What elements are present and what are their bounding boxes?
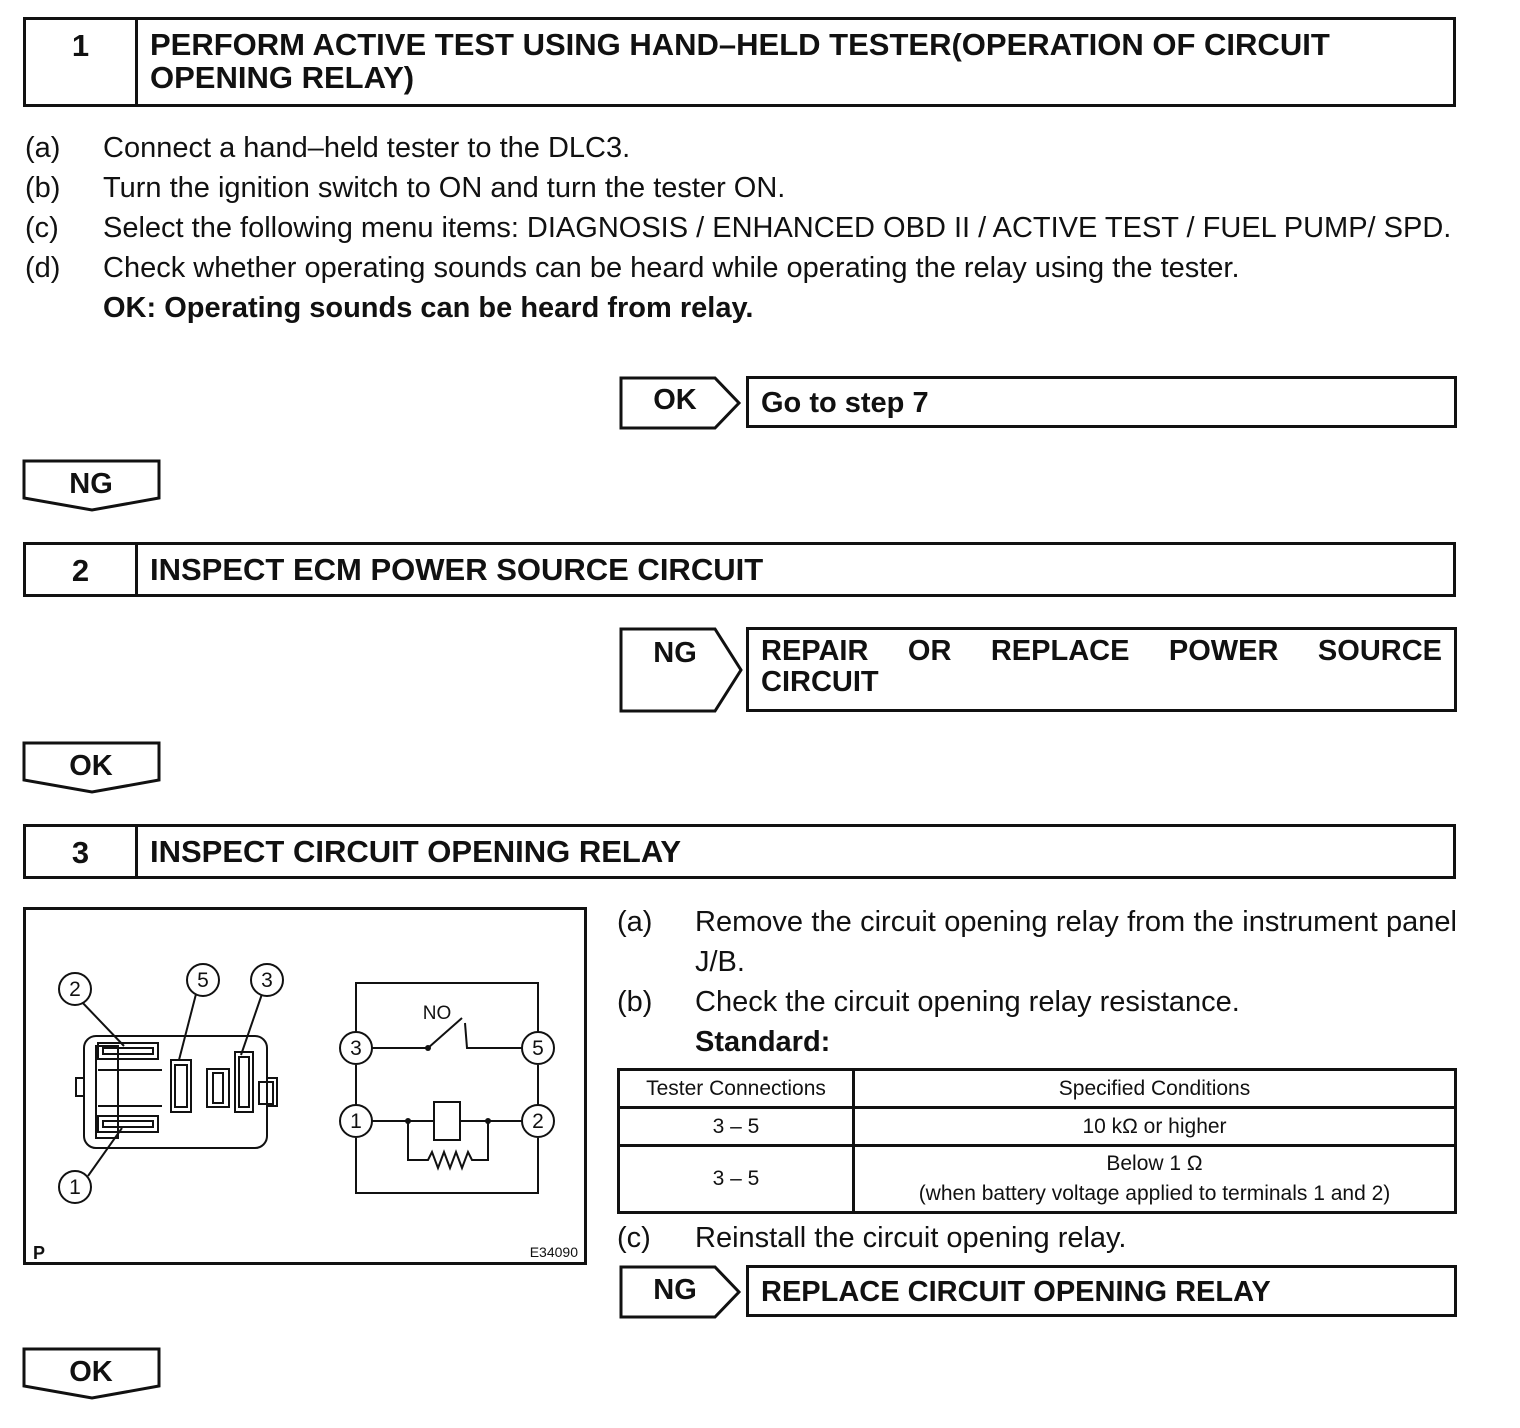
standard-label: Standard: — [695, 1026, 831, 1058]
column-header: Specified Conditions — [854, 1070, 1456, 1108]
ok-tag-label: OK — [653, 384, 697, 416]
junction-dot — [425, 1045, 431, 1051]
ok-tag-label: OK — [69, 1356, 113, 1388]
list-item: (b) Turn the ignition switch to ON and turn the tester ON. — [25, 172, 786, 204]
list-item: (d) Check whether operating sounds can be heard while operating the relay using the tester. — [25, 252, 1240, 284]
replace-relay-box[interactable]: REPLACE CIRCUIT OPENING RELAY — [746, 1265, 1457, 1317]
ok-tag-label: OK — [69, 750, 113, 782]
terminal-label: 5 — [197, 969, 209, 992]
schematic-terminal-label: 2 — [532, 1110, 544, 1133]
list-item: (a) Remove the circuit opening relay from the instrument panel J/B. — [617, 906, 1457, 978]
figure-code: E34090 — [529, 1244, 578, 1260]
step-title: INSPECT CIRCUIT OPENING RELAY — [150, 834, 682, 869]
step-3-instructions — [617, 902, 1457, 1062]
step-number: 2 — [26, 545, 138, 594]
table-header-row — [619, 1070, 1456, 1108]
table-row — [619, 1146, 1456, 1213]
step-number: 3 — [26, 827, 138, 876]
ng-tag-label: NG — [69, 468, 113, 500]
step-1-header — [23, 17, 1456, 107]
schematic-terminal-label: 3 — [350, 1037, 362, 1060]
repair-power-source-box[interactable]: REPAIR OR REPLACE POWER SOURCE CIRCUIT — [746, 627, 1457, 712]
relay-diagram — [26, 910, 584, 1262]
terminal-label: 3 — [261, 969, 273, 992]
step-1-instructions — [25, 128, 1457, 328]
table-cell: 3 – 5 — [619, 1146, 854, 1213]
relay-figure — [23, 907, 587, 1265]
table-cell: Below 1 Ω (when battery voltage applied to terminals 1 and 2) — [854, 1146, 1456, 1213]
schematic-terminal-label: 5 — [532, 1037, 544, 1060]
step-number: 1 — [26, 20, 138, 104]
go-to-step-7-box[interactable]: Go to step 7 — [746, 376, 1457, 428]
figure-corner-label: P — [33, 1243, 46, 1262]
ng-tag-label: NG — [653, 1274, 697, 1306]
table-cell: 10 kΩ or higher — [854, 1108, 1456, 1146]
resistance-spec-table — [617, 1068, 1457, 1214]
ok-criteria: OK: Operating sounds can be heard from relay. — [103, 292, 754, 324]
table-row — [619, 1108, 1456, 1146]
list-item: (a) Connect a hand–held tester to the DLC3. — [25, 132, 631, 164]
list-item: (c) Select the following menu items: DIAGNOSIS / ENHANCED OBD II / ACTIVE TEST / FUEL PUMP/ SPD. — [25, 212, 1452, 244]
column-header: Tester Connections — [619, 1070, 854, 1108]
step-2-header — [23, 542, 1456, 597]
terminal-label: 2 — [69, 978, 81, 1001]
switch-label: NO — [422, 1003, 452, 1024]
step-3-header — [23, 824, 1456, 879]
list-item: (b) Check the circuit opening relay resistance. — [617, 986, 1240, 1018]
ng-tag-label: NG — [653, 637, 697, 669]
terminal-label: 1 — [69, 1176, 81, 1199]
step-title: PERFORM ACTIVE TEST USING HAND–HELD TESTER(OPERATION OF CIRCUIT OPENING RELAY) — [150, 27, 1330, 95]
junction-dot — [485, 1118, 491, 1124]
schematic-terminal-label: 1 — [350, 1110, 362, 1133]
step-title: INSPECT ECM POWER SOURCE CIRCUIT — [150, 552, 764, 587]
table-cell: 3 – 5 — [619, 1108, 854, 1146]
junction-dot — [405, 1118, 411, 1124]
list-item: (c) Reinstall the circuit opening relay. — [617, 1222, 1127, 1254]
